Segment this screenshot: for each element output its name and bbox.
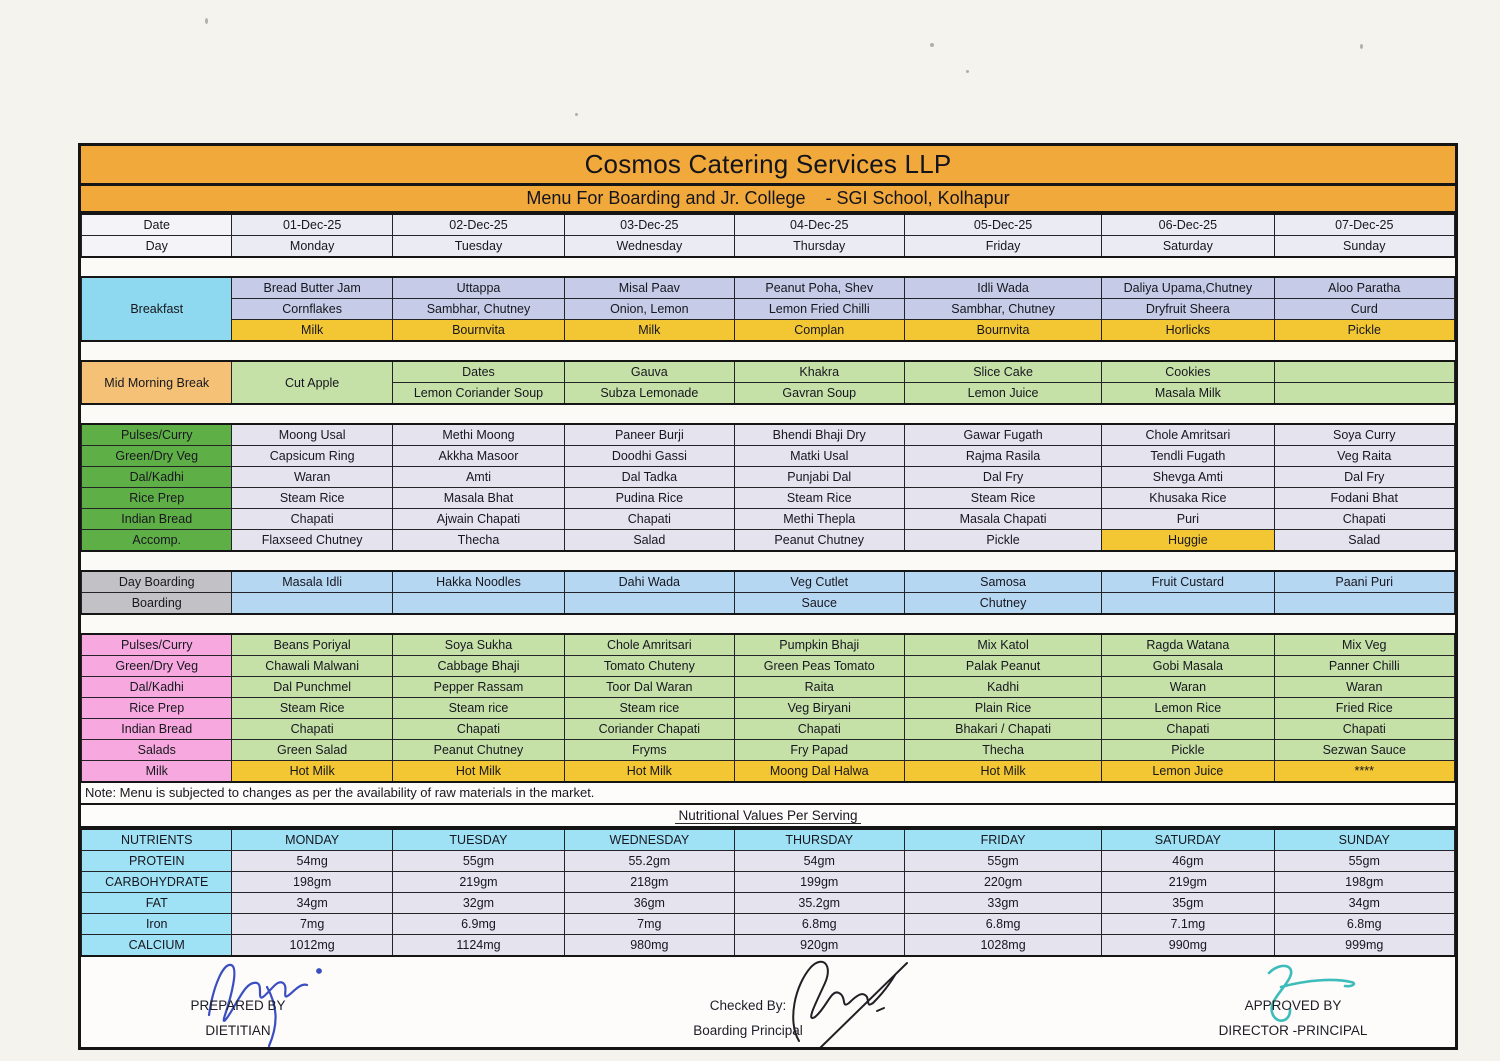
nutrient-name: CALCIUM	[82, 935, 232, 957]
menu-cell: Waran	[1274, 677, 1454, 698]
menu-cell: Chapati	[1274, 509, 1454, 530]
menu-cell: Peanut Poha, Shev	[734, 277, 904, 299]
menu-cell: Dal Punchmel	[232, 677, 392, 698]
nutrient-value: 1012mg	[232, 935, 392, 957]
menu-cell: Salad	[565, 530, 734, 552]
menu-cell: Bournvita	[392, 320, 564, 342]
menu-cell: Hot Milk	[392, 761, 564, 783]
menu-cell: Bhendi Bhaji Dry	[734, 424, 904, 446]
dinner-table	[81, 633, 1455, 783]
menu-cell: 02-Dec-25	[392, 214, 564, 236]
row-label: Green/Dry Veg	[82, 656, 232, 677]
menu-cell: Veg Biryani	[734, 698, 904, 719]
signature-section	[81, 957, 1455, 1047]
menu-cell: Idli Wada	[904, 277, 1101, 299]
nutrient-value: 54gm	[734, 851, 904, 872]
row-label: Boarding	[82, 593, 232, 615]
menu-cell: Sambhar, Chutney	[904, 299, 1101, 320]
nutrient-value: 198gm	[232, 872, 392, 893]
menu-cell: Hot Milk	[232, 761, 392, 783]
menu-cell: Samosa	[904, 571, 1101, 593]
menu-cell: Chole Amritsari	[1102, 424, 1274, 446]
menu-cell: Rajma Rasila	[904, 446, 1101, 467]
menu-cell: Pickle	[904, 530, 1101, 552]
menu-cell: Ajwain Chapati	[392, 509, 564, 530]
menu-cell: Chapati	[392, 719, 564, 740]
menu-cell: Pickle	[1274, 320, 1454, 342]
nutrients-day-header: THURSDAY	[734, 829, 904, 851]
menu-cell: Monday	[232, 236, 392, 258]
approved-by-block	[1173, 993, 1413, 1043]
nutrients-day-header: SUNDAY	[1274, 829, 1454, 851]
menu-cell: Akkha Masoor	[392, 446, 564, 467]
menu-note: Note: Menu is subjected to changes as per the availability of raw materials in the market.	[81, 783, 1455, 805]
nutrient-value: 920gm	[734, 935, 904, 957]
menu-cell: Mix Katol	[904, 634, 1101, 656]
menu-sheet	[78, 143, 1458, 1050]
menu-cell: Lemon Coriander Soup	[392, 383, 564, 405]
nutrition-heading	[81, 805, 1455, 828]
menu-cell: Khakra	[734, 361, 904, 383]
menu-cell: Hot Milk	[904, 761, 1101, 783]
menu-cell: Cornflakes	[232, 299, 392, 320]
menu-cell: Chapati	[1102, 719, 1274, 740]
menu-cell: 07-Dec-25	[1274, 214, 1454, 236]
menu-cell: Subza Lemonade	[565, 383, 734, 405]
menu-cell: Flaxseed Chutney	[232, 530, 392, 552]
row-label: Rice Prep	[82, 488, 232, 509]
menu-cell: Ragda Watana	[1102, 634, 1274, 656]
dietitian-label: DIETITIAN	[205, 1023, 271, 1038]
menu-cell: Slice Cake	[904, 361, 1101, 383]
section-gap	[81, 552, 1455, 570]
menu-cell: Lemon Juice	[1102, 761, 1274, 783]
menu-cell: Cabbage Bhaji	[392, 656, 564, 677]
nutrients-day-header: WEDNESDAY	[565, 829, 734, 851]
nutrient-value: 55gm	[904, 851, 1101, 872]
approved-by-label: APPROVED BY	[1244, 998, 1342, 1013]
menu-cell: Peanut Chutney	[734, 530, 904, 552]
nutrient-value: 32gm	[392, 893, 564, 914]
menu-cell: ****	[1274, 761, 1454, 783]
nutrient-value: 219gm	[1102, 872, 1274, 893]
breakfast-table	[81, 276, 1455, 342]
menu-cell: Bhakari / Chapati	[904, 719, 1101, 740]
menu-cell: Veg Raita	[1274, 446, 1454, 467]
checked-by-block	[628, 993, 868, 1043]
menu-cell: Misal Paav	[565, 277, 734, 299]
row-label: Pulses/Curry	[82, 634, 232, 656]
menu-cell: Paani Puri	[1274, 571, 1454, 593]
checked-by-label: Checked By:	[709, 998, 787, 1013]
section-gap	[81, 342, 1455, 360]
mid-morning-table	[81, 360, 1455, 405]
menu-cell: Chawali Malwani	[232, 656, 392, 677]
menu-cell: Peanut Chutney	[392, 740, 564, 761]
menu-cell: Cut Apple	[232, 361, 392, 404]
prepared-by-label: PREPARED BY	[190, 998, 286, 1013]
nutrient-value: 999mg	[1274, 935, 1454, 957]
date-day-table	[81, 213, 1455, 258]
nutrient-value: 46gm	[1102, 851, 1274, 872]
menu-cell: Saturday	[1102, 236, 1274, 258]
menu-cell: Huggie	[1102, 530, 1274, 552]
menu-cell	[392, 593, 564, 615]
menu-cell: Pumpkin Bhaji	[734, 634, 904, 656]
menu-cell: Milk	[565, 320, 734, 342]
menu-cell: Plain Rice	[904, 698, 1101, 719]
menu-cell: Thursday	[734, 236, 904, 258]
menu-cell: Masala Bhat	[392, 488, 564, 509]
menu-cell: Steam Rice	[904, 488, 1101, 509]
nutrient-name: FAT	[82, 893, 232, 914]
day-boarding-table	[81, 570, 1455, 615]
section-gap	[81, 615, 1455, 633]
row-label: Indian Bread	[82, 509, 232, 530]
menu-cell: Sambhar, Chutney	[392, 299, 564, 320]
row-label: Accomp.	[82, 530, 232, 552]
menu-cell: Matki Usal	[734, 446, 904, 467]
menu-cell: Salad	[1274, 530, 1454, 552]
menu-cell: Veg Cutlet	[734, 571, 904, 593]
menu-cell: Methi Moong	[392, 424, 564, 446]
nutrient-name: PROTEIN	[82, 851, 232, 872]
menu-cell: Toor Dal Waran	[565, 677, 734, 698]
section-gap	[81, 258, 1455, 276]
scan-speck	[966, 70, 969, 73]
menu-cell: Palak Peanut	[904, 656, 1101, 677]
mid-morning-label: Mid Morning Break	[82, 361, 232, 404]
company-title: Cosmos Catering Services LLP	[81, 146, 1455, 186]
nutrients-day-header: TUESDAY	[392, 829, 564, 851]
menu-cell: Soya Curry	[1274, 424, 1454, 446]
menu-cell: Cookies	[1102, 361, 1274, 383]
menu-cell: Pickle	[1102, 740, 1274, 761]
row-label: Green/Dry Veg	[82, 446, 232, 467]
menu-cell: Pudina Rice	[565, 488, 734, 509]
menu-cell: Kadhi	[904, 677, 1101, 698]
nutrient-value: 55.2gm	[565, 851, 734, 872]
menu-cell: Khusaka Rice	[1102, 488, 1274, 509]
menu-cell: Chapati	[565, 509, 734, 530]
menu-cell: Steam rice	[565, 698, 734, 719]
menu-cell: Amti	[392, 467, 564, 488]
nutrient-value: 54mg	[232, 851, 392, 872]
nutrient-value: 980mg	[565, 935, 734, 957]
menu-cell: Hot Milk	[565, 761, 734, 783]
menu-cell: Horlicks	[1102, 320, 1274, 342]
nutrient-value: 6.8mg	[904, 914, 1101, 935]
prepared-by-block	[118, 993, 358, 1043]
menu-cell: 06-Dec-25	[1102, 214, 1274, 236]
menu-cell: Lemon Fried Chilli	[734, 299, 904, 320]
menu-cell: Sunday	[1274, 236, 1454, 258]
menu-cell: Steam rice	[392, 698, 564, 719]
nutrient-value: 36gm	[565, 893, 734, 914]
menu-cell: Thecha	[392, 530, 564, 552]
menu-cell: Daliya Upama,Chutney	[1102, 277, 1274, 299]
menu-cell: Steam Rice	[232, 698, 392, 719]
nutrient-value: 6.8mg	[734, 914, 904, 935]
menu-cell: Chapati	[232, 509, 392, 530]
menu-cell: Bread Butter Jam	[232, 277, 392, 299]
menu-cell: 01-Dec-25	[232, 214, 392, 236]
director-principal-label: DIRECTOR -PRINCIPAL	[1218, 1023, 1368, 1038]
menu-cell: Milk	[232, 320, 392, 342]
scan-speck	[1360, 44, 1363, 49]
menu-cell: Dryfruit Sheera	[1102, 299, 1274, 320]
menu-cell: Doodhi Gassi	[565, 446, 734, 467]
menu-cell: Beans Poriyal	[232, 634, 392, 656]
menu-cell: Complan	[734, 320, 904, 342]
menu-cell: Hakka Noodles	[392, 571, 564, 593]
nutrients-day-header: MONDAY	[232, 829, 392, 851]
nutrient-value: 33gm	[904, 893, 1101, 914]
nutrient-value: 199gm	[734, 872, 904, 893]
menu-cell: Gauva	[565, 361, 734, 383]
nutrition-heading-text: Nutritional Values Per Serving	[675, 808, 860, 824]
menu-cell: Steam Rice	[734, 488, 904, 509]
menu-cell: Curd	[1274, 299, 1454, 320]
nutrient-value: 55gm	[392, 851, 564, 872]
nutrient-value: 6.8mg	[1274, 914, 1454, 935]
nutrient-value: 219gm	[392, 872, 564, 893]
menu-cell: Punjabi Dal	[734, 467, 904, 488]
menu-cell: Chapati	[1274, 719, 1454, 740]
menu-cell: Dates	[392, 361, 564, 383]
menu-cell: Moong Dal Halwa	[734, 761, 904, 783]
menu-cell: Green Salad	[232, 740, 392, 761]
menu-cell: Onion, Lemon	[565, 299, 734, 320]
menu-cell: Chutney	[904, 593, 1101, 615]
menu-cell: Green Peas Tomato	[734, 656, 904, 677]
menu-cell: Fry Papad	[734, 740, 904, 761]
row-label: Indian Bread	[82, 719, 232, 740]
nutrient-value: 218gm	[565, 872, 734, 893]
menu-cell: Waran	[232, 467, 392, 488]
menu-cell: Coriander Chapati	[565, 719, 734, 740]
menu-cell	[1274, 361, 1454, 383]
nutrient-value: 198gm	[1274, 872, 1454, 893]
menu-cell: Masala Milk	[1102, 383, 1274, 405]
menu-cell	[565, 593, 734, 615]
menu-cell: Friday	[904, 236, 1101, 258]
nutrient-value: 34gm	[1274, 893, 1454, 914]
menu-cell: Tuesday	[392, 236, 564, 258]
nutrient-value: 6.9mg	[392, 914, 564, 935]
menu-cell: Chole Amritsari	[565, 634, 734, 656]
menu-cell: Tomato Chuteny	[565, 656, 734, 677]
row-label: Day	[82, 236, 232, 258]
menu-cell: 05-Dec-25	[904, 214, 1101, 236]
menu-cell: Dal Fry	[904, 467, 1101, 488]
menu-cell	[1274, 383, 1454, 405]
breakfast-label: Breakfast	[82, 277, 232, 341]
menu-cell: Panner Chilli	[1274, 656, 1454, 677]
menu-cell: 03-Dec-25	[565, 214, 734, 236]
menu-cell: Wednesday	[565, 236, 734, 258]
scan-speck	[930, 43, 934, 47]
menu-cell: Sezwan Sauce	[1274, 740, 1454, 761]
nutrient-value: 7mg	[565, 914, 734, 935]
row-label: Pulses/Curry	[82, 424, 232, 446]
menu-cell: Dal Fry	[1274, 467, 1454, 488]
menu-cell	[1274, 593, 1454, 615]
nutrients-table	[81, 828, 1455, 957]
nutrient-value: 7mg	[232, 914, 392, 935]
menu-cell: Paneer Burji	[565, 424, 734, 446]
menu-cell: Mix Veg	[1274, 634, 1454, 656]
menu-cell: 04-Dec-25	[734, 214, 904, 236]
menu-cell	[232, 593, 392, 615]
section-gap	[81, 405, 1455, 423]
row-label: Salads	[82, 740, 232, 761]
menu-cell: Uttappa	[392, 277, 564, 299]
menu-cell: Chapati	[734, 719, 904, 740]
menu-cell: Fodani Bhat	[1274, 488, 1454, 509]
menu-cell: Masala Chapati	[904, 509, 1101, 530]
nutrient-value: 220gm	[904, 872, 1101, 893]
row-label: Rice Prep	[82, 698, 232, 719]
scan-speck	[205, 18, 208, 24]
menu-cell: Lemon Juice	[904, 383, 1101, 405]
menu-cell: Capsicum Ring	[232, 446, 392, 467]
menu-cell: Soya Sukha	[392, 634, 564, 656]
menu-cell: Masala Idli	[232, 571, 392, 593]
nutrient-value: 55gm	[1274, 851, 1454, 872]
menu-cell	[1102, 593, 1274, 615]
row-label: Dal/Kadhi	[82, 467, 232, 488]
nutrients-header-label: NUTRIENTS	[82, 829, 232, 851]
menu-cell: Thecha	[904, 740, 1101, 761]
nutrient-value: 1124mg	[392, 935, 564, 957]
menu-cell: Dal Tadka	[565, 467, 734, 488]
menu-cell: Waran	[1102, 677, 1274, 698]
menu-cell: Steam Rice	[232, 488, 392, 509]
nutrients-day-header: FRIDAY	[904, 829, 1101, 851]
row-label: Milk	[82, 761, 232, 783]
menu-cell: Fruit Custard	[1102, 571, 1274, 593]
menu-cell: Gawar Fugath	[904, 424, 1101, 446]
nutrient-value: 7.1mg	[1102, 914, 1274, 935]
nutrient-name: Iron	[82, 914, 232, 935]
menu-cell: Sauce	[734, 593, 904, 615]
nutrient-value: 35gm	[1102, 893, 1274, 914]
menu-cell: Dahi Wada	[565, 571, 734, 593]
menu-cell: Tendli Fugath	[1102, 446, 1274, 467]
row-label: Date	[82, 214, 232, 236]
menu-cell: Puri	[1102, 509, 1274, 530]
nutrients-day-header: SATURDAY	[1102, 829, 1274, 851]
menu-cell: Gobi Masala	[1102, 656, 1274, 677]
menu-cell: Bournvita	[904, 320, 1101, 342]
row-label: Day Boarding	[82, 571, 232, 593]
scan-speck	[575, 113, 578, 116]
menu-cell: Moong Usal	[232, 424, 392, 446]
nutrient-name: CARBOHYDRATE	[82, 872, 232, 893]
menu-cell: Raita	[734, 677, 904, 698]
nutrient-value: 1028mg	[904, 935, 1101, 957]
row-label: Dal/Kadhi	[82, 677, 232, 698]
boarding-principal-label: Boarding Principal	[693, 1023, 803, 1038]
menu-cell: Methi Thepla	[734, 509, 904, 530]
menu-cell: Chapati	[232, 719, 392, 740]
nutrient-value: 990mg	[1102, 935, 1274, 957]
lunch-table	[81, 423, 1455, 552]
menu-cell: Gavran Soup	[734, 383, 904, 405]
menu-cell: Fryms	[565, 740, 734, 761]
nutrient-value: 35.2gm	[734, 893, 904, 914]
menu-subtitle: Menu For Boarding and Jr. College - SGI School, Kolhapur	[81, 186, 1455, 213]
menu-cell: Fried Rice	[1274, 698, 1454, 719]
menu-cell: Aloo Paratha	[1274, 277, 1454, 299]
menu-cell: Pepper Rassam	[392, 677, 564, 698]
menu-cell: Lemon Rice	[1102, 698, 1274, 719]
nutrient-value: 34gm	[232, 893, 392, 914]
menu-cell: Shevga Amti	[1102, 467, 1274, 488]
